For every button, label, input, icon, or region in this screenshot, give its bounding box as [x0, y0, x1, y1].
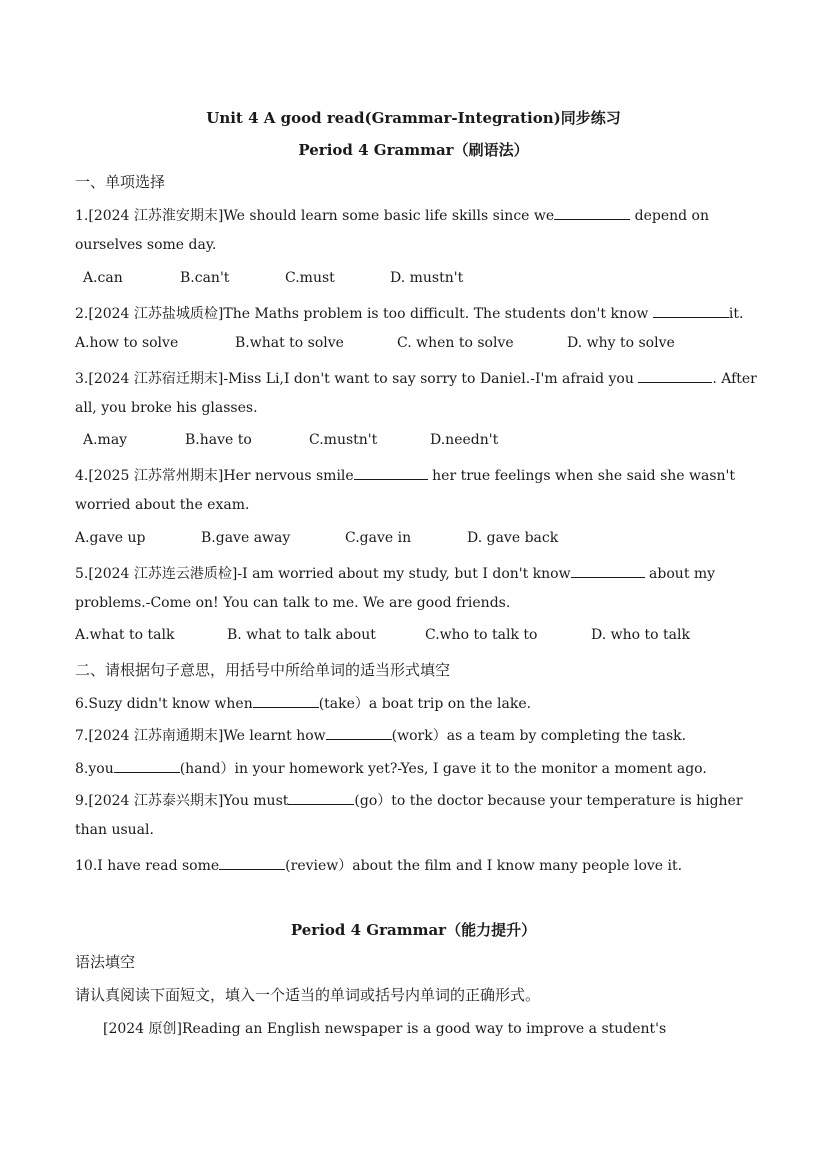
answer-blank: [571, 565, 645, 578]
option-d: D.needn't: [430, 432, 499, 448]
fill-item-9-line-2: than usual.: [75, 822, 154, 838]
option-a: A.how to solve: [75, 335, 179, 351]
fill-item-10: 10.I have read some (review）about the film and I know many people love it.: [75, 858, 683, 874]
option-d: D. why to solve: [567, 335, 675, 351]
fill-item-6: 6.Suzy didn't know when (take）a boat trip on the lake.: [75, 696, 532, 712]
option-c: C.who to talk to: [425, 627, 538, 643]
fill-item-9: 9.[2024 江苏泰兴期末]You must (go）to the doctor because your temperature is higher: [75, 793, 743, 809]
document-title: Unit 4 A good read(Grammar-Integration)同步练习: [206, 109, 621, 127]
option-a: A.gave up: [75, 530, 146, 546]
question-3-line-1: 3.[2024 江苏宿迁期末]-Miss Li,I don't want to say sorry to Daniel.-I'm afraid you . After: [75, 371, 757, 387]
section-instruction: 请认真阅读下面短文，填入一个适当的单词或括号内单词的正确形式。: [75, 986, 541, 1004]
question-5-line-2: problems.-Come on! You can talk to me. We are good friends.: [75, 595, 511, 611]
option-a: A.may: [83, 432, 128, 448]
fill-item-8: 8.you (hand）in your homework yet?-Yes, I gave it to the monitor a moment ago.: [75, 761, 707, 777]
option-b: B.can't: [180, 270, 230, 286]
option-b: B.have to: [185, 432, 252, 448]
answer-blank: [114, 760, 180, 773]
answer-blank: [253, 695, 319, 708]
answer-blank: [326, 727, 392, 740]
option-c: C.gave in: [345, 530, 412, 546]
section-heading-multiple-choice: 一、单项选择: [75, 173, 166, 191]
answer-blank: [554, 207, 630, 220]
section-heading-fill-in: 二、请根据句子意思，用括号中所给单词的适当形式填空: [75, 661, 451, 679]
option-c: C.must: [285, 270, 335, 286]
section-heading-grammar-fill: 语法填空: [75, 953, 136, 971]
option-c: C. when to solve: [397, 335, 514, 351]
option-b: B.gave away: [201, 530, 291, 546]
option-a: A.what to talk: [75, 627, 175, 643]
option-d: D. who to talk: [591, 627, 690, 643]
period-heading-grammar: Period 4 Grammar（刷语法）: [298, 141, 529, 159]
option-d: D. mustn't: [390, 270, 464, 286]
option-c: C.mustn't: [309, 432, 378, 448]
question-4-line-2: worried about the exam.: [75, 497, 250, 513]
question-5-line-1: 5.[2024 江苏连云港质检]-I am worried about my study, but I don't know about my: [75, 566, 716, 582]
option-b: B. what to talk about: [227, 627, 376, 643]
question-1-line-2: ourselves some day.: [75, 237, 217, 253]
answer-blank: [354, 467, 428, 480]
passage-first-line: [2024 原创]Reading an English newspaper is a good way to improve a student's: [103, 1021, 667, 1037]
answer-blank: [653, 305, 729, 318]
question-4-line-1: 4.[2025 江苏常州期末]Her nervous smile her true feelings when she said she wasn't: [75, 468, 736, 484]
question-1-line-1: 1.[2024 江苏淮安期末]We should learn some basic life skills since we depend on: [75, 208, 709, 224]
period-heading-ability: Period 4 Grammar（能力提升）: [290, 921, 537, 939]
answer-blank: [638, 370, 712, 383]
fill-item-7: 7.[2024 江苏南通期末]We learnt how (work）as a team by completing the task.: [75, 728, 687, 744]
question-2-line-1: 2.[2024 江苏盐城质检]The Maths problem is too difficult. The students don't know it.: [75, 306, 744, 322]
question-3-line-2: all, you broke his glasses.: [75, 400, 258, 416]
answer-blank: [288, 792, 354, 805]
option-b: B.what to solve: [235, 335, 344, 351]
answer-blank: [219, 857, 285, 870]
option-d: D. gave back: [467, 530, 559, 546]
option-a: A.can: [83, 270, 123, 286]
